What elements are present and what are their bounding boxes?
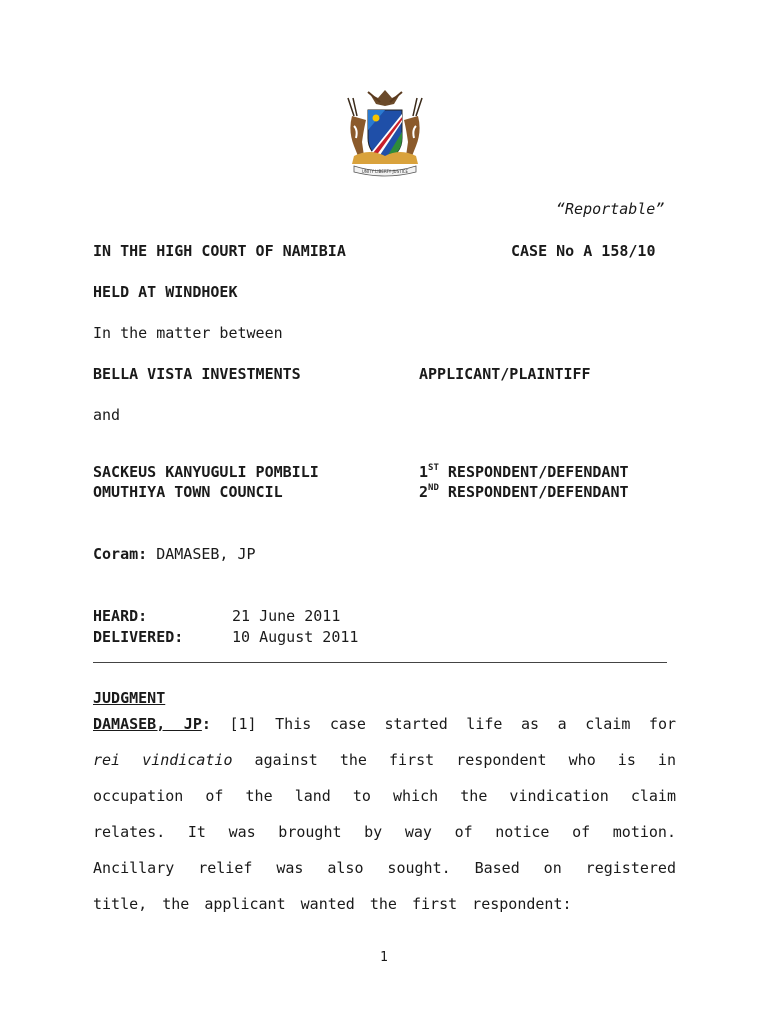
applicant-role: APPLICANT/PLAINTIFF: [419, 365, 591, 383]
coram-value: DAMASEB, JP: [156, 545, 256, 563]
judge-colon: :: [201, 715, 211, 733]
judgment-heading: JUDGMENT: [93, 689, 166, 707]
respondent1-role-line: [419, 463, 629, 481]
heard-label: HEARD:: [93, 607, 148, 625]
judgment-paragraph: [93, 706, 676, 922]
applicant-name: BELLA VISTA INVESTMENTS: [93, 365, 301, 383]
svg-text:UNITY LIBERTY JUSTICE: UNITY LIBERTY JUSTICE: [361, 169, 409, 174]
respondent2-role: RESPONDENT/DEFENDANT: [447, 483, 629, 501]
line-1-text: [1] This case started life as a claim for: [229, 715, 677, 733]
judge-name: DAMASEB, JP: [93, 715, 202, 733]
respondent1-ordinal: ST: [428, 463, 439, 473]
matter-intro: In the matter between: [93, 324, 283, 342]
respondent1-number: 1: [419, 463, 429, 481]
court-title: IN THE HIGH COURT OF NAMIBIA: [93, 242, 346, 260]
paragraph-line-3: occupation of the land to which the vindication claim: [93, 787, 676, 805]
page-number: 1: [380, 950, 388, 965]
latin-term: rei vindicatio: [93, 751, 233, 769]
heard-value: 21 June 2011: [232, 607, 341, 625]
reportable-label: “Reportable”: [556, 200, 665, 218]
respondent2-number: 2: [419, 483, 429, 501]
delivered-value: 10 August 2011: [232, 628, 359, 646]
paragraph-line-4: relates. It was brought by way of notice of motion.: [93, 823, 676, 841]
separator-rule: [93, 662, 667, 663]
respondent2-name: OMUTHIYA TOWN COUNCIL: [93, 483, 283, 501]
coat-of-arms-emblem: [340, 86, 430, 178]
paragraph-line-6: title, the applicant wanted the first respondent:: [93, 895, 572, 913]
coram-line: [93, 545, 256, 563]
and-connector: and: [93, 406, 121, 424]
respondent1-role: RESPONDENT/DEFENDANT: [447, 463, 629, 481]
coram-label: Coram:: [93, 545, 148, 563]
paragraph-line-1: [93, 706, 676, 742]
paragraph-line-2: [93, 742, 676, 778]
delivered-label: DELIVERED:: [93, 628, 184, 646]
line-2-text: against the first respondent who is in: [232, 751, 676, 769]
case-number: CASE No A 158/10: [511, 242, 656, 260]
respondent2-ordinal: ND: [428, 483, 439, 493]
respondent2-role-line: [419, 483, 629, 501]
paragraph-line-5: Ancillary relief was also sought. Based on registered: [93, 859, 676, 877]
respondent1-name: SACKEUS KANYUGULI POMBILI: [93, 463, 319, 481]
held-at: HELD AT WINDHOEK: [93, 283, 238, 301]
